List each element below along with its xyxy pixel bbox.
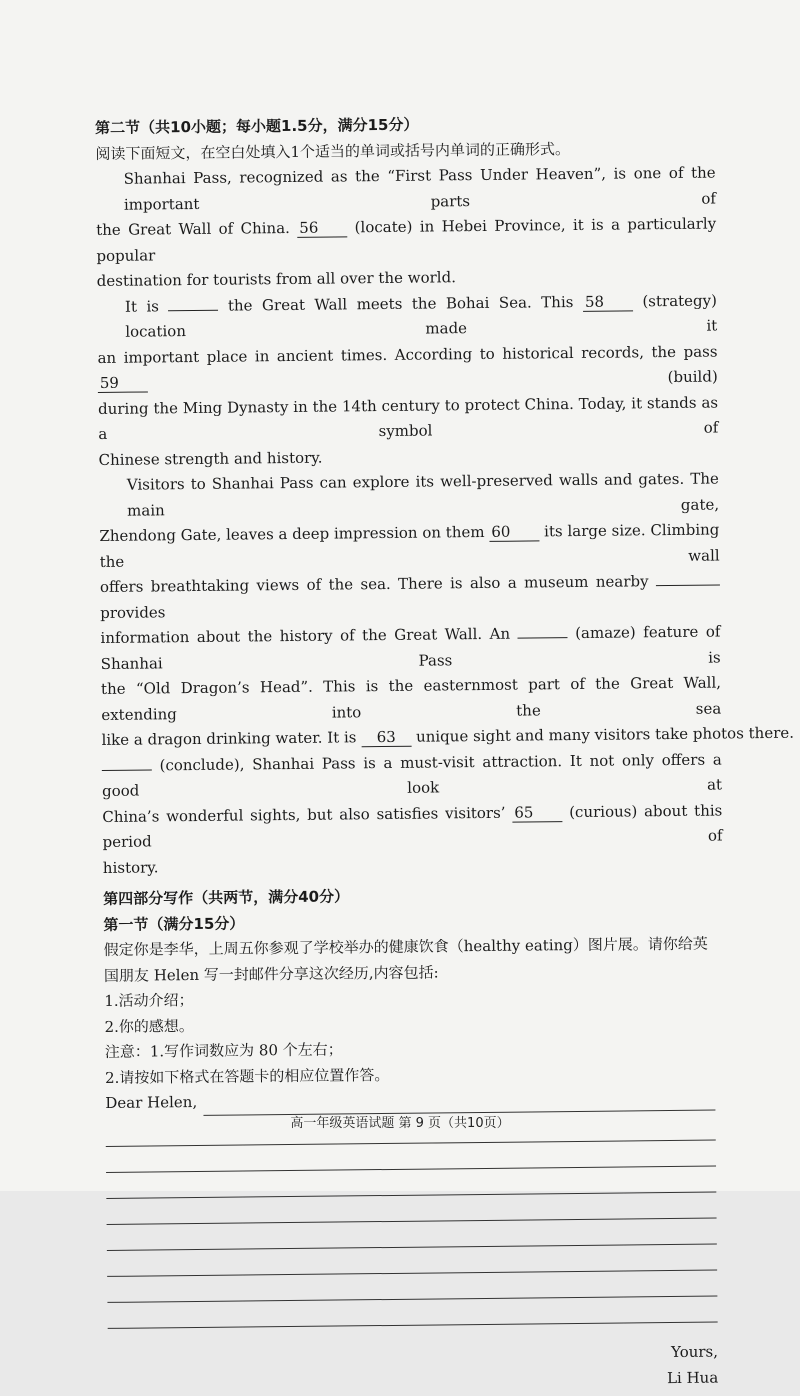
writing-note: 注意：1.写作词数应为 80 个左右； — [104, 1040, 343, 1061]
exam-content — [95, 110, 795, 1396]
blank-64 — [102, 769, 152, 771]
blank-57 — [168, 309, 218, 311]
section-instruction: 阅读下面短文，在空白处填入1个适当的单词或括号内单词的正确形式。 — [95, 139, 571, 163]
writing-item: 1.活动介绍； — [104, 991, 194, 1010]
writing-section — [103, 880, 728, 1396]
section-header: 第二节（共10小题；每小题1.5分，满分15分） — [95, 115, 419, 137]
blank-59: 59 — [98, 373, 148, 393]
blank-65: 65 — [512, 803, 562, 823]
answer-lines — [106, 1114, 728, 1328]
closing: Yours, — [670, 1342, 719, 1361]
passage-line: Zhendong Gate, leaves a deep impression on them 60 its large size. Climbing the wall — [99, 520, 720, 571]
blank-60: 60 — [489, 522, 539, 542]
writing-item: 2.你的感想。 — [104, 1016, 194, 1036]
blank-58: 58 — [583, 292, 633, 312]
writing-prompt: 国朋友 Helen 写一封邮件分享这次经历,内容包括: — [103, 962, 439, 985]
passage-line: history. — [102, 857, 159, 877]
passage-line: Chinese strength and history. — [98, 448, 323, 469]
passage-line: Visitors to Shanhai Pass can explore its well-preserved walls and gates. The main gate, — [126, 469, 720, 520]
passage-line: destination for tourists from all over the world. — [96, 268, 457, 290]
salutation: Dear Helen, — [105, 1092, 198, 1112]
passage-line: offers breathtaking views of the sea. There is also a museum nearby provides — [100, 568, 721, 625]
passage-line: during the Ming Dynasty in the 14th century to protect China. Today, it stands as a symbol of — [97, 392, 719, 443]
blank-56: 56 — [297, 218, 347, 238]
blank-62 — [518, 637, 568, 639]
passage-line: information about the history of the Great Wall. An (amaze) feature of Shanhai Pass is — [100, 622, 721, 673]
part-header: 第四部分写作（共两节，满分40分） — [103, 887, 350, 908]
passage-line: Shanhai Pass, recognized as the “First Pass Under Heaven”, is one of the important parts of — [123, 163, 716, 214]
page-footer: 高一年级英语试题 第 9 页（共10页） — [290, 1116, 510, 1131]
writing-prompt: 假定你是李华，上周五你参观了学校举办的健康饮食（healthy eating）图片展。请你给英 — [103, 934, 708, 959]
passage-line: China’s wonderful sights, but also satisfies visitors’ 65 (curious) about this period of — [102, 800, 723, 851]
passage-line: like a dragon drinking water. It is 63 unique sight and many visitors take photos there. — [101, 723, 795, 749]
signature: Li Hua — [666, 1368, 719, 1387]
subsection-header: 第一节（满分15分） — [103, 913, 245, 934]
writing-note: 2.请按如下格式在答题卡的相应位置作答。 — [104, 1065, 390, 1087]
passage-line: the Great Wall of China. 56 (locate) in Hebei Province, it is a particularly popular — [96, 214, 717, 265]
passage — [96, 161, 795, 881]
passage-line: (conclude), Shanhai Pass is a must-visit attraction. It not only offers a good look at — [101, 749, 723, 800]
passage-line: the “Old Dragon’s Head”. This is the easternmost part of the Great Wall, extending into the sea — [100, 673, 722, 724]
passage-line: It is the Great Wall meets the Bohai Sea. This 58 (strategy) location made it — [124, 290, 718, 341]
blank-61 — [656, 584, 720, 586]
blank-63: 63 — [361, 728, 411, 748]
passage-line: an important place in ancient times. According to historical records, the pass 59 (build) — [97, 341, 718, 392]
